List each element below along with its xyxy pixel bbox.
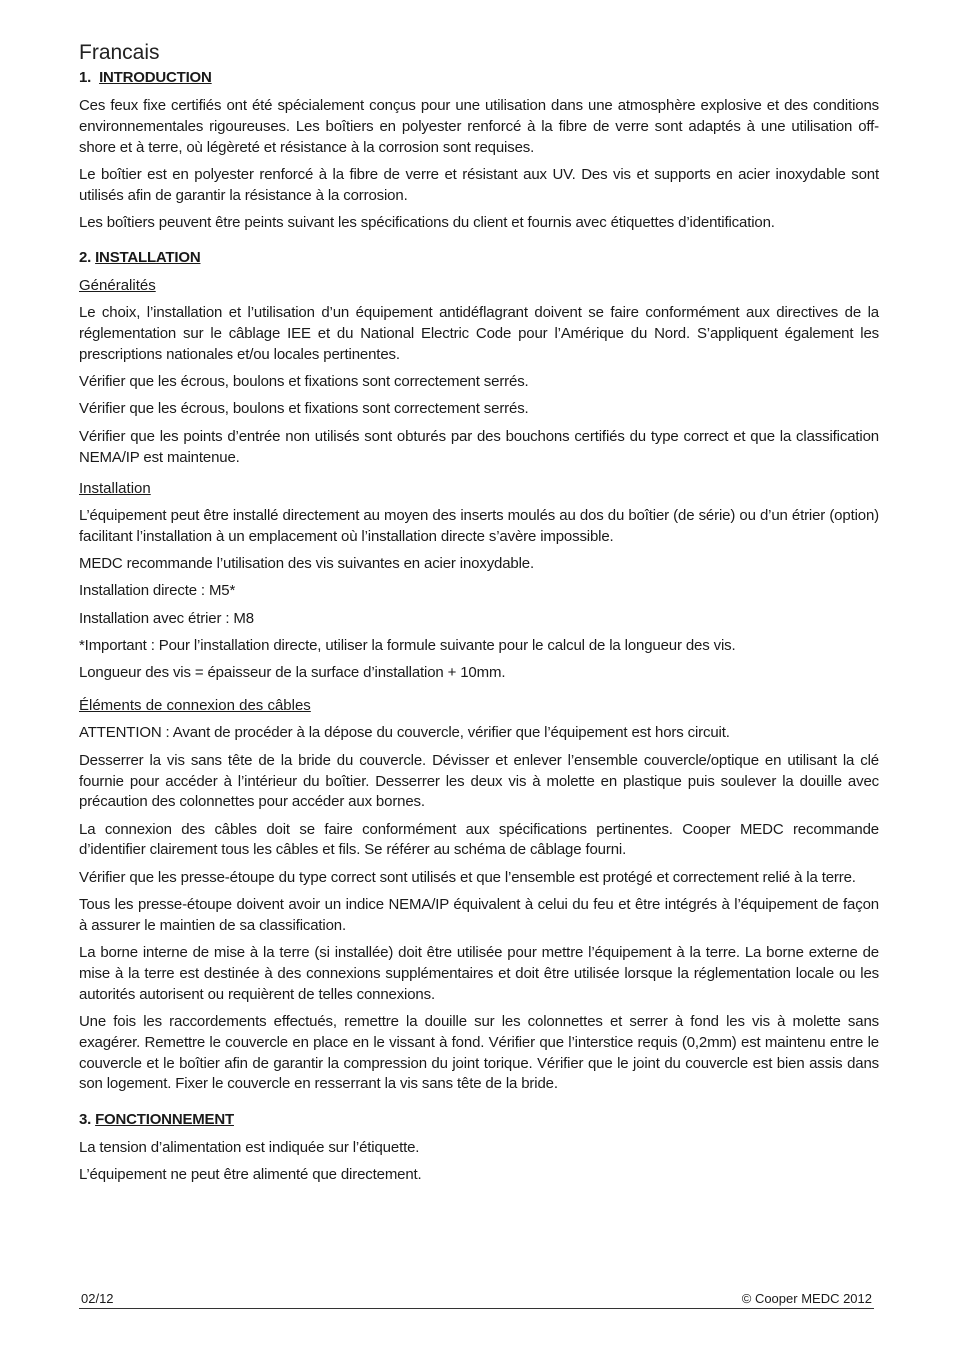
paragraph: Vérifier que les points d’entrée non utilisés sont obturés par des bouchons certifiés du type correct et que la classification NEMA/IP est maintenue.: [79, 427, 879, 466]
language-title: Francais: [79, 41, 160, 64]
document-page: [79, 40, 879, 1192]
paragraph: Les boîtiers peuvent être peints suivant les spécifications du client et fournis avec étiquettes d’identification.: [79, 213, 775, 231]
paragraph: *Important : Pour l’installation directe, utiliser la formule suivante pour le calcul de la longueur des vis.: [79, 636, 736, 654]
section-number: 3.: [79, 1110, 92, 1128]
section-title: INSTALLATION: [95, 249, 201, 267]
subsection-title-generalites: Généralités: [79, 277, 156, 295]
paragraph: Ces feux fixe certifiés ont été spécialement conçus pour une utilisation dans une atmosphère explosive et des conditions environnementales rigoureuses. Les boîtiers en polyester renforcé à la fibre de verre sont adaptés à une utilisation off-shore et à terre, où légèreté et résistance à la corrosion sont requises.: [79, 97, 879, 156]
paragraph: L’équipement ne peut être alimenté que directement.: [79, 1165, 422, 1183]
page-footer: [79, 1290, 874, 1309]
footer-copyright: © Cooper MEDC 2012: [741, 1291, 872, 1306]
section-heading-fonctionnement: [79, 1110, 879, 1130]
section-heading-introduction: [79, 68, 879, 88]
paragraph: Installation directe : M5*: [79, 582, 236, 600]
paragraph: Desserrer la vis sans tête de la bride du couvercle. Dévisser et enlever l’ensemble couvercle/optique en utilisant la clé fournie pour accéder à l’intérieur du boîtier. Desserrer les deux vis à molette en plastique puis soulever la douille avec précaution des colonnettes pour accéder aux bornes.: [79, 751, 879, 811]
paragraph: Vérifier que les écrous, boulons et fixations sont correctement serrés.: [79, 400, 529, 418]
subsection-title-cable-connection: Éléments de connexion des câbles: [79, 697, 311, 715]
paragraph: La tension d’alimentation est indiquée sur l’étiquette.: [79, 1138, 420, 1156]
paragraph: ATTENTION : Avant de procéder à la dépose du couvercle, vérifier que l’équipement est hors circuit.: [79, 724, 730, 742]
paragraph: La borne interne de mise à la terre (si installée) doit être utilisée pour mettre l’équipement à la terre. La borne externe de mise à la terre est destinée à des connexions supplémentaires et doit être utilisée lorsque la réglementation locale ou les autorités autorisent ou requièrent de telles connexions.: [79, 944, 879, 1003]
paragraph: Longueur des vis = épaisseur de la surface d’installation + 10mm.: [79, 664, 506, 682]
paragraph: Vérifier que les écrous, boulons et fixations sont correctement serrés.: [79, 373, 529, 391]
paragraph: Le boîtier est en polyester renforcé à la fibre de verre et résistant aux UV. Des vis et supports en acier inoxydable sont utilisés afin de garantir la résistance à la corrosion.: [79, 165, 879, 204]
section-title: FONCTIONNEMENT: [95, 1110, 234, 1128]
paragraph: Une fois les raccordements effectués, remettre la douille sur les colonnettes et serrer à fond les vis à molette sans exagérer. Remettre le couvercle en place en le vissant à fond. Vérifier que l’interstice requis (0,2mm) est maintenu entre le couvercle et le boîtier afin de garantir la compression du joint torique. Vérifier que le joint du couvercle est bien assis dans son logement. Fixer le couvercle en resserrant la vis sans tête de la bride.: [79, 1013, 879, 1093]
section-title: INTRODUCTION: [99, 69, 212, 86]
paragraph: La connexion des câbles doit se faire conformément aux spécifications pertinentes. Cooper MEDC recommande d’identifier clairement tous les câbles et fils. Se référer au schéma de câblage fourni.: [79, 820, 879, 859]
section-number: 2.: [79, 249, 92, 267]
paragraph: Vérifier que les presse-étoupe du type correct sont utilisés et que l’ensemble est protégé et correctement relié à la terre.: [79, 868, 856, 886]
subsection-title-installation: Installation: [79, 479, 151, 497]
section-number: 1.: [79, 69, 92, 86]
footer-date: 02/12: [81, 1291, 114, 1306]
paragraph: MEDC recommande l’utilisation des vis suivantes en acier inoxydable.: [79, 554, 535, 572]
paragraph: Installation avec étrier : M8: [79, 609, 254, 627]
paragraph: L’équipement peut être installé directement au moyen des inserts moulés au dos du boîtier (de série) ou d’un étrier (option) facilitant l’installation à un emplacement où l’installation directe s’avère impossible.: [79, 506, 879, 545]
section-heading-installation: [79, 248, 879, 268]
paragraph: Le choix, l’installation et l’utilisation d’un équipement antidéflagrant doivent se faire conformément aux directives de la réglementation sur le câblage IEE et du National Electric Code pour l’Amérique du Nord. S’appliquent également les prescriptions nationales et/ou locales pertinentes.: [79, 304, 879, 363]
paragraph: Tous les presse-étoupe doivent avoir un indice NEMA/IP équivalent à celui du feu et être intégrés à l’équipement de façon à assurer le maintien de sa classification.: [79, 896, 879, 934]
